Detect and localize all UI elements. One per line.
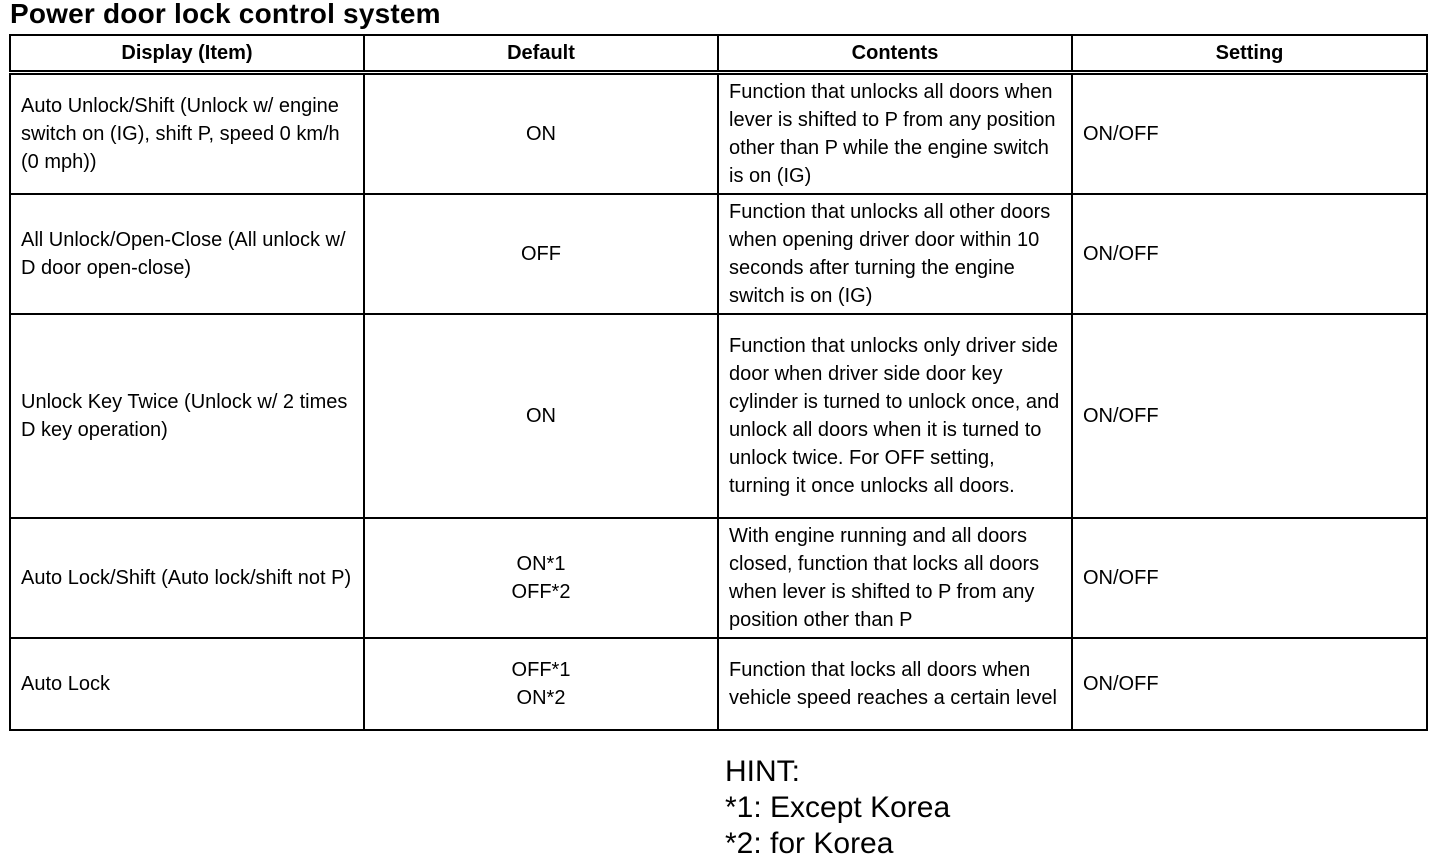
contents-cell: Function that locks all doors when vehicle speed reaches a certain level xyxy=(718,638,1072,730)
default-cell: OFF*1 ON*2 xyxy=(364,638,718,730)
contents-cell: Function that unlocks only driver side door when driver side door key cylinder is turned to unlock once, and unlock all doors when it is turned to unlock twice. For OFF setting, turning it once unlocks all doors. xyxy=(718,314,1072,518)
contents-cell: Function that unlocks all other doors when opening driver door within 10 seconds after turning the engine switch is on (IG) xyxy=(718,194,1072,314)
item-cell: Auto Unlock/Shift (Unlock w/ engine switch on (IG), shift P, speed 0 km/h (0 mph)) xyxy=(10,73,364,195)
default-cell: ON*1 OFF*2 xyxy=(364,518,718,638)
setting-cell: ON/OFF xyxy=(1072,73,1427,195)
default-cell: ON xyxy=(364,314,718,518)
setting-cell: ON/OFF xyxy=(1072,638,1427,730)
default-cell: OFF xyxy=(364,194,718,314)
table-row xyxy=(10,638,1427,730)
table-row xyxy=(10,73,1427,195)
hint-note: *2: for Korea xyxy=(725,827,894,860)
table-header-row xyxy=(10,35,1427,73)
setting-cell: ON/OFF xyxy=(1072,518,1427,638)
header-default: Default xyxy=(364,35,718,73)
item-cell: Auto Lock xyxy=(10,638,364,730)
table-row xyxy=(10,314,1427,518)
default-cell: ON xyxy=(364,73,718,195)
contents-cell: Function that unlocks all doors when lever is shifted to P from any position other than P while the engine switch is on (IG) xyxy=(718,73,1072,195)
hint-block xyxy=(725,754,950,862)
setting-cell: ON/OFF xyxy=(1072,314,1427,518)
settings-table xyxy=(9,34,1428,731)
item-cell: All Unlock/Open-Close (All unlock w/ D door open-close) xyxy=(10,194,364,314)
contents-cell: With engine running and all doors closed, function that locks all doors when lever is shifted to P from any position other than P xyxy=(718,518,1072,638)
item-cell: Auto Lock/Shift (Auto lock/shift not P) xyxy=(10,518,364,638)
table-row xyxy=(10,518,1427,638)
setting-cell: ON/OFF xyxy=(1072,194,1427,314)
header-contents: Contents xyxy=(718,35,1072,73)
hint-label: HINT: xyxy=(725,755,800,788)
hint-note: *1: Except Korea xyxy=(725,791,951,824)
item-cell: Unlock Key Twice (Unlock w/ 2 times D key operation) xyxy=(10,314,364,518)
header-display-item: Display (Item) xyxy=(10,35,364,73)
header-setting: Setting xyxy=(1072,35,1427,73)
table-row xyxy=(10,194,1427,314)
page-title: Power door lock control system xyxy=(10,0,441,29)
